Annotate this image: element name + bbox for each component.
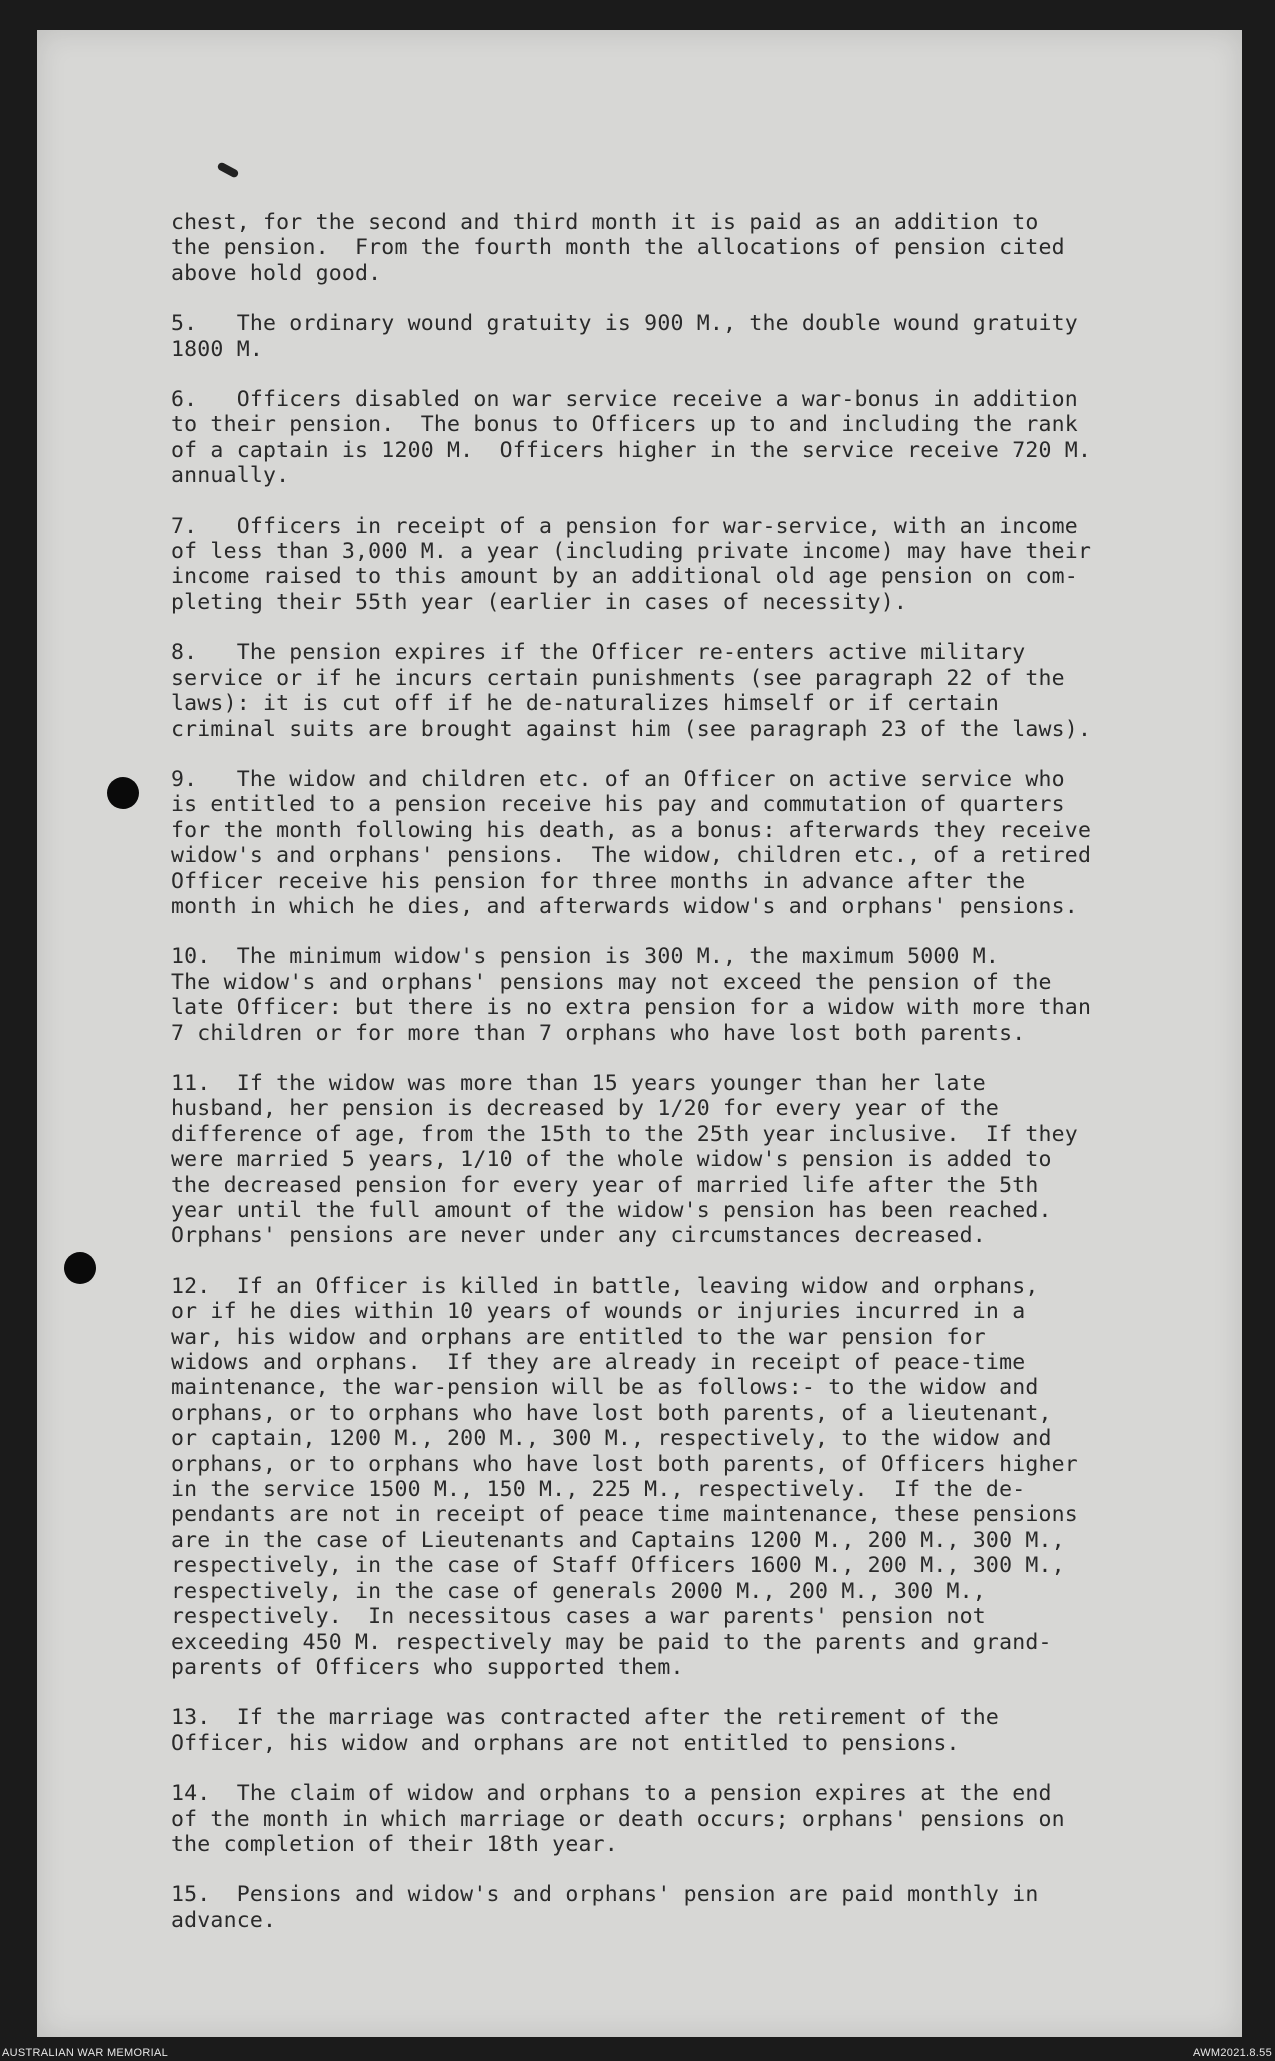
paragraph-8: 8. The pension expires if the Officer re-enters active military service or if he incurs certain punishments (see paragraph 22 of the laws): it is cut off if he de-naturalizes himself or if certain criminal suits are brought against him (see paragraph 23 of the laws). — [171, 640, 1092, 742]
punch-hole — [107, 777, 139, 809]
footer-institution: AUSTRALIAN WAR MEMORIAL — [2, 2047, 169, 2059]
ink-speck — [216, 161, 239, 178]
paragraph-5: 5. The ordinary wound gratuity is 900 M., the double wound gratuity 1800 M. — [171, 311, 1078, 362]
paragraph-13: 13. If the marriage was contracted after the retirement of the Officer, his widow and orphans are not entitled to pensions. — [171, 1705, 1000, 1756]
typed-text-body — [171, 210, 1231, 1958]
paragraph-10: 10. The minimum widow's pension is 300 M., the maximum 5000 M. The widow's and orphans' pensions may not exceed the pension of the late Officer: but there is no extra pension for a widow with more than 7 children or for more than 7 orphans who have lost both parents. — [171, 944, 1092, 1046]
paragraph-continuation: chest, for the second and third month it is paid as an addition to the pension. From the fourth month the allocations of pension cited above hold good. — [171, 210, 1065, 286]
paragraph-7: 7. Officers in receipt of a pension for war-service, with an income of less than 3,000 M. a year (including private income) may have their income raised to this amount by an additional old age pension on com- pleting their 55th year (earlier in cases of necessity). — [171, 513, 1092, 615]
paragraph-11: 11. If the widow was more than 15 years younger than her late husband, her pension is decreased by 1/20 for every year of the difference of age, from the 15th to the 25th year inclusive. If they were married 5 years, 1/10 of the whole widow's pension is added to the decreased pension for every year of married life after the 5th year until the full amount of the widow's pension has been reached. Orphans' pensions are never under any circumstances decreased. — [171, 1070, 1078, 1249]
footer-catalog-number: AWM2021.8.55 — [1192, 2047, 1272, 2059]
punch-hole — [64, 1252, 96, 1284]
paragraph-9: 9. The widow and children etc. of an Officer on active service who is entitled to a pension receive his pay and commutation of quarters for the month following his death, as a bonus: afterwards they receive widow's and orphans' pensions. The widow, children etc., of a retired Officer receive his pension for three months in advance after the month in which he dies, and afterwards widow's and orphans' pensions. — [171, 766, 1092, 919]
paragraph-15: 15. Pensions and widow's and orphans' pension are paid monthly in advance. — [171, 1882, 1039, 1933]
paragraph-6: 6. Officers disabled on war service receive a war-bonus in addition to their pension. The bonus to Officers up to and including the rank of a captain is 1200 M. Officers higher in the service receive 720 M. annually. — [171, 387, 1092, 489]
paragraph-14: 14. The claim of widow and orphans to a pension expires at the end of the month in which marriage or death occurs; orphans' pensions on the completion of their 18th year. — [171, 1781, 1065, 1857]
paragraph-12: 12. If an Officer is killed in battle, leaving widow and orphans, or if he dies within 10 years of wounds or injuries incurred in a war, his widow and orphans are entitled to the war pension for widows and orphans. If they are already in receipt of peace-time maintenance, the war-pension will be as follows:- to the widow and orphans, or to orphans who have lost both parents, of a lieutenant, or captain, 1200 M., 200 M., 300 M., respectively, to the widow and orphans, or to orphans who have lost both parents, of Officers higher in the service 1500 M., 150 M., 225 M., respectively. If the de- pendants are not in receipt of peace time maintenance, these pensions are in the case of Lieutenants and Captains 1200 M., 200 M., 300 M., respectively, in the case of Staff Officers 1600 M., 200 M., 300 M., respectively, in the case of generals 2000 M., 200 M., 300 M., respectively. In necessitous cases a war parents' pension not exceeding 450 M. respectively may be paid to the parents and grand- parents of Officers who supported them. — [171, 1273, 1078, 1680]
